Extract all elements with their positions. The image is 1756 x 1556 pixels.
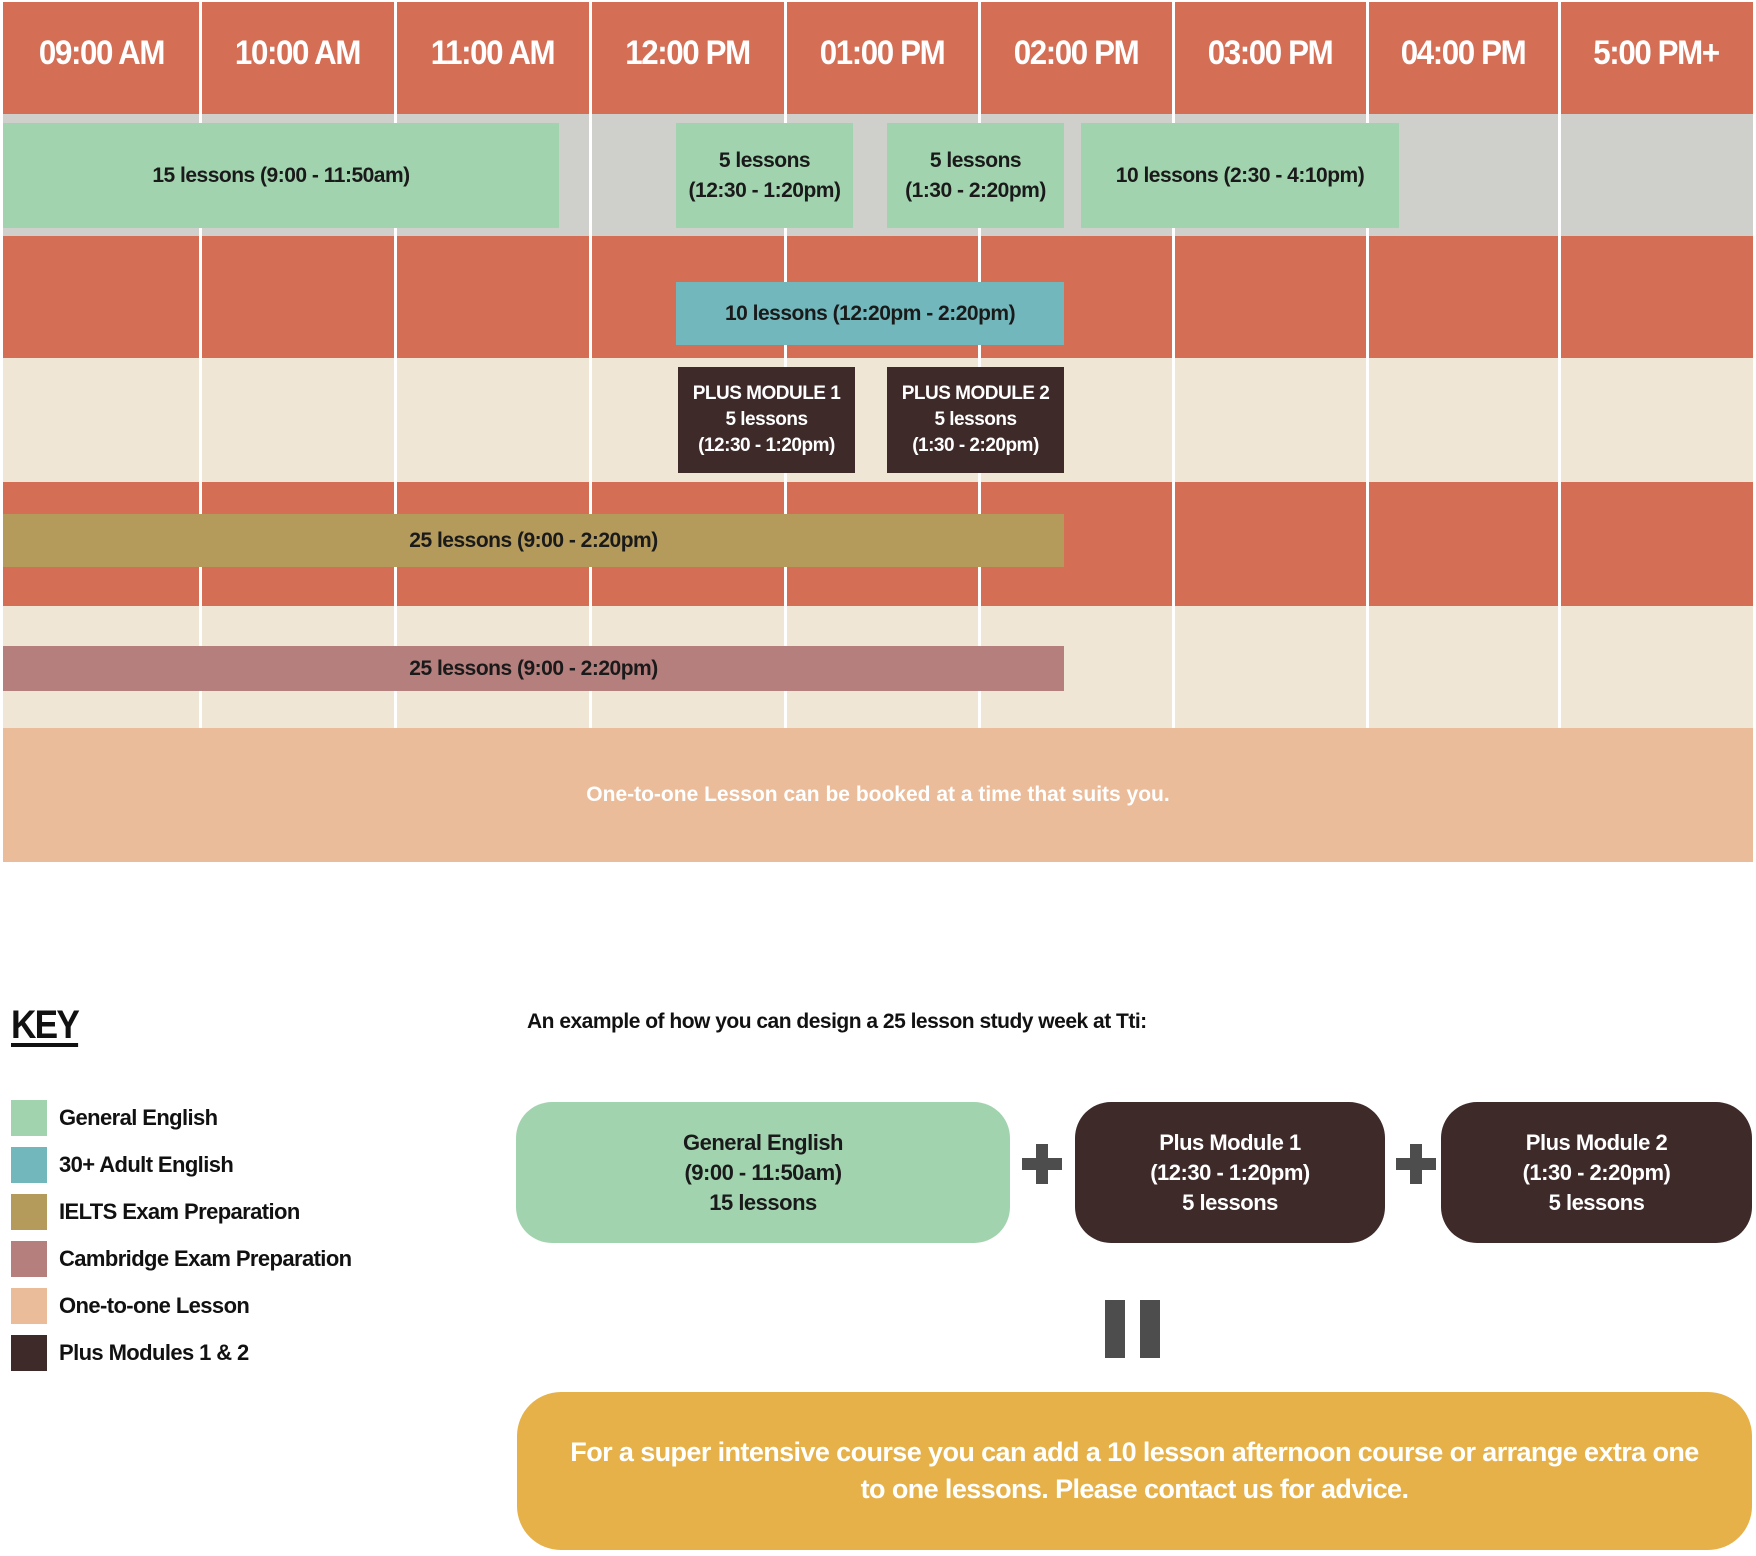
key-label: Plus Modules 1 & 2: [59, 1340, 249, 1365]
timetable: [3, 2, 1753, 862]
block-time: (12:30 - 1:20pm): [688, 178, 841, 202]
hour-label: 03:00 PM: [1207, 34, 1333, 72]
color-swatch: [11, 1288, 47, 1324]
ielts-block: [3, 514, 1064, 567]
row-plus-modules: [3, 358, 1753, 482]
advice-banner: [517, 1392, 1752, 1550]
grid-line: [784, 2, 787, 728]
one-to-one-text: One-to-one Lesson can be booked at a time that suits you.: [586, 783, 1170, 806]
block-label: 5 lessons: [934, 409, 1017, 430]
cambridge-block: [3, 646, 1064, 691]
key-label: Cambridge Exam Preparation: [59, 1246, 352, 1271]
pill-lessons: 15 lessons: [709, 1189, 817, 1215]
color-swatch: [11, 1147, 47, 1183]
example-general-english: [516, 1102, 1010, 1243]
grid-line: [1366, 2, 1369, 728]
color-swatch: [11, 1241, 47, 1277]
pill-time: (12:30 - 1:20pm): [1150, 1159, 1310, 1185]
hour-label: 09:00 AM: [38, 34, 165, 72]
row-one-to-one: [3, 728, 1753, 862]
color-swatch: [11, 1100, 47, 1136]
key-item-general-english: [11, 1100, 218, 1136]
key-item-ielts: [11, 1194, 300, 1230]
block-label: 25 lessons (9:00 - 2:20pm): [409, 528, 658, 552]
example-title: An example of how you can design a 25 lesson study week at Tti:: [527, 1010, 1147, 1033]
block-label: 10 lessons (2:30 - 4:10pm): [1115, 163, 1365, 187]
hour-label: 5:00 PM+: [1593, 34, 1719, 72]
pill-lessons: 5 lessons: [1548, 1189, 1645, 1215]
equals-icon: [1105, 1300, 1160, 1358]
block-label: 5 lessons: [718, 148, 811, 172]
block-title: PLUS MODULE 2: [901, 383, 1050, 404]
hour-label: 10:00 AM: [234, 34, 361, 72]
adult-english-block: [676, 282, 1064, 345]
grid-line: [1558, 2, 1561, 728]
block-label: 15 lessons (9:00 - 11:50am): [152, 163, 410, 187]
key-label: 30+ Adult English: [59, 1152, 234, 1177]
block-label: 10 lessons (12:20pm - 2:20pm): [724, 301, 1016, 325]
grid-line: [199, 2, 202, 728]
example-plus-module-2: [1441, 1102, 1752, 1243]
pill-title: Plus Module 2: [1525, 1129, 1668, 1155]
time-header: [3, 2, 1753, 114]
hour-label: 04:00 PM: [1400, 34, 1526, 72]
key-item-cambridge: [11, 1241, 352, 1277]
grid-line: [1172, 2, 1175, 728]
grid-line: [589, 2, 592, 728]
pill-title: Plus Module 1: [1159, 1129, 1301, 1155]
grid-line: [394, 2, 397, 728]
pill-time: (9:00 - 11:50am): [684, 1159, 842, 1185]
key-label: IELTS Exam Preparation: [59, 1199, 300, 1224]
hour-label: 01:00 PM: [819, 34, 945, 72]
color-swatch: [11, 1194, 47, 1230]
general-english-afternoon-block: [1081, 123, 1399, 228]
block-label: 25 lessons (9:00 - 2:20pm): [409, 656, 658, 680]
pill-lessons: 5 lessons: [1182, 1189, 1278, 1215]
hour-label: 02:00 PM: [1013, 34, 1139, 72]
general-english-1230-block: [676, 123, 853, 228]
block-time: (1:30 - 2:20pm): [905, 178, 1046, 202]
plus-icon: [1022, 1144, 1062, 1184]
plus-module-2-block: [887, 367, 1064, 473]
advice-text: For a super intensive course you can add a 10 lesson afternoon course or arrange extra one to one lessons. Please contact us for advice.: [570, 1437, 1699, 1504]
grid-line: [978, 2, 981, 728]
pill-time: (1:30 - 2:20pm): [1522, 1159, 1671, 1185]
color-swatch: [11, 1335, 47, 1371]
key-label: General English: [59, 1105, 218, 1130]
block-title: PLUS MODULE 1: [692, 383, 841, 404]
plus-module-1-block: [678, 367, 855, 473]
pill-title: General English: [683, 1129, 843, 1155]
general-english-morning-block: [3, 123, 559, 228]
key-item-adult-english: [11, 1147, 233, 1183]
block-time: (1:30 - 2:20pm): [912, 435, 1039, 456]
hour-label: 12:00 PM: [625, 34, 750, 72]
block-label: 5 lessons: [725, 409, 808, 430]
general-english-130-block: [887, 123, 1064, 228]
hour-label: 11:00 AM: [430, 34, 555, 72]
key-item-plus-modules: [11, 1335, 249, 1371]
example-plus-module-1: [1075, 1102, 1385, 1243]
key-item-one-to-one: [11, 1288, 249, 1324]
block-time: (12:30 - 1:20pm): [698, 435, 835, 456]
key-label: One-to-one Lesson: [59, 1293, 250, 1318]
plus-icon: [1396, 1144, 1436, 1184]
block-label: 5 lessons: [929, 148, 1022, 172]
key-title: KEY: [11, 1003, 79, 1047]
